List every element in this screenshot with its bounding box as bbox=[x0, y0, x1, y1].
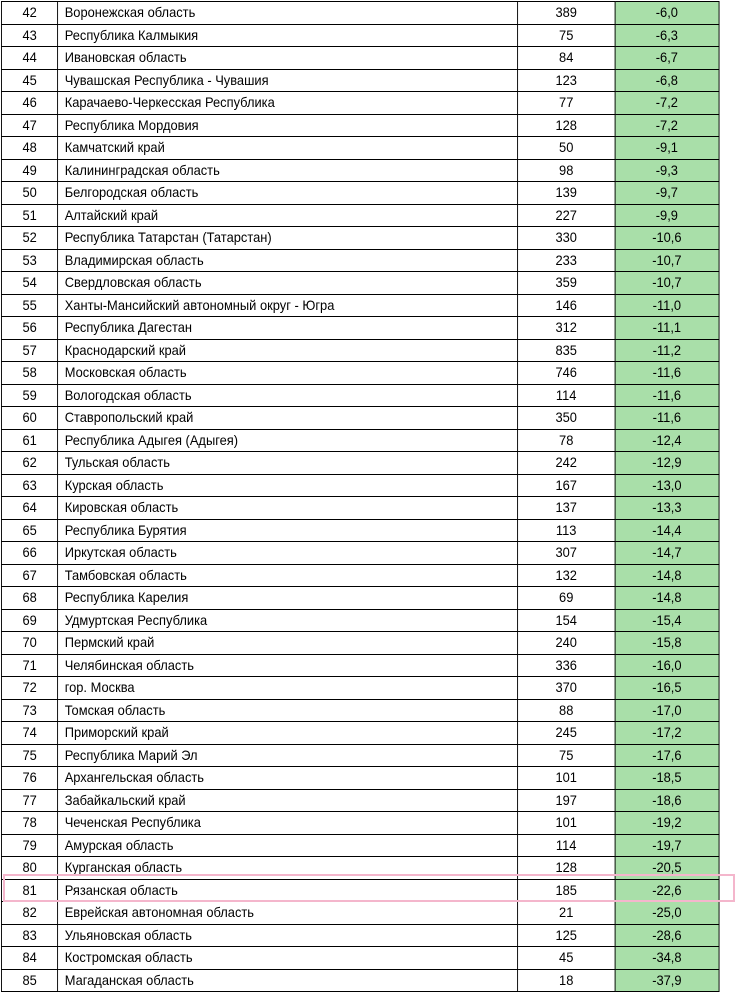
table-row bbox=[1, 182, 719, 205]
value-cell: 137 bbox=[518, 497, 615, 520]
value-cell: 75 bbox=[518, 744, 615, 767]
value-cell: 139 bbox=[518, 182, 615, 205]
value-cell: 88 bbox=[518, 699, 615, 722]
table-row bbox=[1, 609, 719, 632]
region-name-cell: Республика Марий Эл bbox=[58, 744, 518, 767]
value-cell: 185 bbox=[518, 879, 615, 902]
rank-cell: 66 bbox=[1, 542, 57, 565]
region-name-cell: Республика Калмыкия bbox=[58, 24, 518, 47]
percent-change-cell: -11,6 bbox=[615, 362, 719, 385]
rank-cell: 55 bbox=[1, 294, 57, 317]
region-name-cell: Курская область bbox=[58, 474, 518, 497]
table-row bbox=[1, 722, 719, 745]
percent-change-cell: -6,3 bbox=[615, 24, 719, 47]
percent-change-cell: -16,5 bbox=[615, 677, 719, 700]
region-name-cell: Магаданская область bbox=[58, 969, 518, 992]
region-name-cell: Еврейская автономная область bbox=[58, 902, 518, 925]
percent-change-cell: -11,0 bbox=[615, 294, 719, 317]
value-cell: 128 bbox=[518, 114, 615, 137]
table-row bbox=[1, 474, 719, 497]
table-row bbox=[1, 497, 719, 520]
table-row bbox=[1, 587, 719, 610]
table-row bbox=[1, 564, 719, 587]
value-cell: 101 bbox=[518, 767, 615, 790]
percent-change-cell: -6,7 bbox=[615, 47, 719, 70]
rank-cell: 49 bbox=[1, 159, 57, 182]
table-row bbox=[1, 47, 719, 70]
rank-cell: 83 bbox=[1, 924, 57, 947]
percent-change-cell: -25,0 bbox=[615, 902, 719, 925]
percent-change-cell: -16,0 bbox=[615, 654, 719, 677]
value-cell: 835 bbox=[518, 339, 615, 362]
percent-change-cell: -17,0 bbox=[615, 699, 719, 722]
table-row bbox=[1, 114, 719, 137]
rank-cell: 84 bbox=[1, 947, 57, 970]
region-name-cell: Камчатский край bbox=[58, 137, 518, 160]
rank-cell: 72 bbox=[1, 677, 57, 700]
rank-cell: 82 bbox=[1, 902, 57, 925]
value-cell: 78 bbox=[518, 429, 615, 452]
table-row bbox=[1, 947, 719, 970]
rank-cell: 58 bbox=[1, 362, 57, 385]
region-name-cell: Кировская область bbox=[58, 497, 518, 520]
value-cell: 114 bbox=[518, 834, 615, 857]
percent-change-cell: -11,6 bbox=[615, 407, 719, 430]
rank-cell: 61 bbox=[1, 429, 57, 452]
table-row bbox=[1, 294, 719, 317]
value-cell: 245 bbox=[518, 722, 615, 745]
region-name-cell: Приморский край bbox=[58, 722, 518, 745]
rank-cell: 75 bbox=[1, 744, 57, 767]
value-cell: 312 bbox=[518, 317, 615, 340]
region-name-cell: Забайкальский край bbox=[58, 789, 518, 812]
table-row bbox=[1, 384, 719, 407]
value-cell: 123 bbox=[518, 69, 615, 92]
region-name-cell: Республика Карелия bbox=[58, 587, 518, 610]
rank-cell: 81 bbox=[1, 879, 57, 902]
value-cell: 233 bbox=[518, 249, 615, 272]
percent-change-cell: -9,1 bbox=[615, 137, 719, 160]
table-row bbox=[1, 2, 719, 25]
percent-change-cell: -11,6 bbox=[615, 384, 719, 407]
region-name-cell: Владимирская область bbox=[58, 249, 518, 272]
table-row bbox=[1, 407, 719, 430]
table-row bbox=[1, 699, 719, 722]
region-name-cell: Амурская область bbox=[58, 834, 518, 857]
rank-cell: 56 bbox=[1, 317, 57, 340]
percent-change-cell: -20,5 bbox=[615, 857, 719, 880]
region-name-cell: Московская область bbox=[58, 362, 518, 385]
rank-cell: 57 bbox=[1, 339, 57, 362]
value-cell: 307 bbox=[518, 542, 615, 565]
value-cell: 125 bbox=[518, 924, 615, 947]
rank-cell: 59 bbox=[1, 384, 57, 407]
region-name-cell: Удмуртская Республика bbox=[58, 609, 518, 632]
percent-change-cell: -13,0 bbox=[615, 474, 719, 497]
rank-cell: 63 bbox=[1, 474, 57, 497]
value-cell: 77 bbox=[518, 92, 615, 115]
percent-change-cell: -12,4 bbox=[615, 429, 719, 452]
region-name-cell: Ивановская область bbox=[58, 47, 518, 70]
table-row bbox=[1, 519, 719, 542]
rank-cell: 80 bbox=[1, 857, 57, 880]
percent-change-cell: -19,2 bbox=[615, 812, 719, 835]
rank-cell: 51 bbox=[1, 204, 57, 227]
region-name-cell: Чувашская Республика - Чувашия bbox=[58, 69, 518, 92]
value-cell: 101 bbox=[518, 812, 615, 835]
value-cell: 227 bbox=[518, 204, 615, 227]
rank-cell: 85 bbox=[1, 969, 57, 992]
percent-change-cell: -12,9 bbox=[615, 452, 719, 475]
region-name-cell: Курганская область bbox=[58, 857, 518, 880]
percent-change-cell: -17,6 bbox=[615, 744, 719, 767]
table-row bbox=[1, 812, 719, 835]
rank-cell: 62 bbox=[1, 452, 57, 475]
value-cell: 167 bbox=[518, 474, 615, 497]
value-cell: 197 bbox=[518, 789, 615, 812]
rank-cell: 70 bbox=[1, 632, 57, 655]
percent-change-cell: -10,7 bbox=[615, 249, 719, 272]
region-name-cell: Чеченская Республика bbox=[58, 812, 518, 835]
value-cell: 389 bbox=[518, 2, 615, 25]
region-name-cell: Ульяновская область bbox=[58, 924, 518, 947]
table-row bbox=[1, 632, 719, 655]
region-name-cell: Республика Бурятия bbox=[58, 519, 518, 542]
region-name-cell: Республика Дагестан bbox=[58, 317, 518, 340]
value-cell: 113 bbox=[518, 519, 615, 542]
percent-change-cell: -37,9 bbox=[615, 969, 719, 992]
region-name-cell: Ханты-Мансийский автономный округ - Югра bbox=[58, 294, 518, 317]
value-cell: 242 bbox=[518, 452, 615, 475]
rank-cell: 71 bbox=[1, 654, 57, 677]
table-row bbox=[1, 159, 719, 182]
percent-change-cell: -9,3 bbox=[615, 159, 719, 182]
rank-cell: 73 bbox=[1, 699, 57, 722]
rank-cell: 60 bbox=[1, 407, 57, 430]
percent-change-cell: -11,1 bbox=[615, 317, 719, 340]
percent-change-cell: -17,2 bbox=[615, 722, 719, 745]
percent-change-cell: -13,3 bbox=[615, 497, 719, 520]
value-cell: 18 bbox=[518, 969, 615, 992]
table-row bbox=[1, 137, 719, 160]
region-name-cell: Пермский край bbox=[58, 632, 518, 655]
table-row bbox=[1, 879, 719, 902]
rank-cell: 78 bbox=[1, 812, 57, 835]
value-cell: 45 bbox=[518, 947, 615, 970]
rank-cell: 74 bbox=[1, 722, 57, 745]
percent-change-cell: -18,5 bbox=[615, 767, 719, 790]
percent-change-cell: -15,8 bbox=[615, 632, 719, 655]
percent-change-cell: -15,4 bbox=[615, 609, 719, 632]
value-cell: 154 bbox=[518, 609, 615, 632]
table-row bbox=[1, 204, 719, 227]
value-cell: 98 bbox=[518, 159, 615, 182]
table-row bbox=[1, 339, 719, 362]
region-name-cell: Калининградская область bbox=[58, 159, 518, 182]
percent-change-cell: -7,2 bbox=[615, 92, 719, 115]
table-row bbox=[1, 92, 719, 115]
region-name-cell: гор. Москва bbox=[58, 677, 518, 700]
region-name-cell: Республика Адыгея (Адыгея) bbox=[58, 429, 518, 452]
table-row bbox=[1, 227, 719, 250]
region-name-cell: Вологодская область bbox=[58, 384, 518, 407]
table-row bbox=[1, 969, 719, 992]
percent-change-cell: -22,6 bbox=[615, 879, 719, 902]
value-cell: 50 bbox=[518, 137, 615, 160]
value-cell: 240 bbox=[518, 632, 615, 655]
value-cell: 746 bbox=[518, 362, 615, 385]
regions-table bbox=[1, 1, 720, 992]
percent-change-cell: -34,8 bbox=[615, 947, 719, 970]
table-row bbox=[1, 69, 719, 92]
rank-cell: 64 bbox=[1, 497, 57, 520]
table-row bbox=[1, 744, 719, 767]
region-name-cell: Свердловская область bbox=[58, 272, 518, 295]
table-row bbox=[1, 249, 719, 272]
percent-change-cell: -14,4 bbox=[615, 519, 719, 542]
table-row bbox=[1, 654, 719, 677]
value-cell: 146 bbox=[518, 294, 615, 317]
region-name-cell: Тамбовская область bbox=[58, 564, 518, 587]
percent-change-cell: -7,2 bbox=[615, 114, 719, 137]
region-name-cell: Карачаево-Черкесская Республика bbox=[58, 92, 518, 115]
region-name-cell: Костромская область bbox=[58, 947, 518, 970]
rank-cell: 45 bbox=[1, 69, 57, 92]
rank-cell: 54 bbox=[1, 272, 57, 295]
rank-cell: 79 bbox=[1, 834, 57, 857]
value-cell: 336 bbox=[518, 654, 615, 677]
region-name-cell: Челябинская область bbox=[58, 654, 518, 677]
rank-cell: 53 bbox=[1, 249, 57, 272]
percent-change-cell: -19,7 bbox=[615, 834, 719, 857]
percent-change-cell: -14,7 bbox=[615, 542, 719, 565]
region-name-cell: Алтайский край bbox=[58, 204, 518, 227]
percent-change-cell: -10,7 bbox=[615, 272, 719, 295]
region-name-cell: Иркутская область bbox=[58, 542, 518, 565]
rank-cell: 52 bbox=[1, 227, 57, 250]
table-row bbox=[1, 789, 719, 812]
rank-cell: 44 bbox=[1, 47, 57, 70]
table-row bbox=[1, 677, 719, 700]
table-row bbox=[1, 317, 719, 340]
table-row bbox=[1, 542, 719, 565]
region-name-cell: Рязанская область bbox=[58, 879, 518, 902]
table-row bbox=[1, 924, 719, 947]
rank-cell: 46 bbox=[1, 92, 57, 115]
rank-cell: 69 bbox=[1, 609, 57, 632]
table-row bbox=[1, 767, 719, 790]
region-name-cell: Томская область bbox=[58, 699, 518, 722]
region-name-cell: Воронежская область bbox=[58, 2, 518, 25]
value-cell: 350 bbox=[518, 407, 615, 430]
percent-change-cell: -28,6 bbox=[615, 924, 719, 947]
percent-change-cell: -6,8 bbox=[615, 69, 719, 92]
table-row bbox=[1, 24, 719, 47]
region-name-cell: Краснодарский край bbox=[58, 339, 518, 362]
rank-cell: 67 bbox=[1, 564, 57, 587]
rank-cell: 50 bbox=[1, 182, 57, 205]
region-name-cell: Республика Татарстан (Татарстан) bbox=[58, 227, 518, 250]
rank-cell: 47 bbox=[1, 114, 57, 137]
percent-change-cell: -10,6 bbox=[615, 227, 719, 250]
percent-change-cell: -9,7 bbox=[615, 182, 719, 205]
rank-cell: 77 bbox=[1, 789, 57, 812]
percent-change-cell: -9,9 bbox=[615, 204, 719, 227]
percent-change-cell: -18,6 bbox=[615, 789, 719, 812]
region-name-cell: Архангельская область bbox=[58, 767, 518, 790]
table-row bbox=[1, 902, 719, 925]
table-row bbox=[1, 452, 719, 475]
value-cell: 21 bbox=[518, 902, 615, 925]
table-row bbox=[1, 272, 719, 295]
region-name-cell: Белгородская область bbox=[58, 182, 518, 205]
percent-change-cell: -11,2 bbox=[615, 339, 719, 362]
table-row bbox=[1, 362, 719, 385]
value-cell: 128 bbox=[518, 857, 615, 880]
value-cell: 69 bbox=[518, 587, 615, 610]
rank-cell: 42 bbox=[1, 2, 57, 25]
value-cell: 114 bbox=[518, 384, 615, 407]
rank-cell: 65 bbox=[1, 519, 57, 542]
percent-change-cell: -14,8 bbox=[615, 564, 719, 587]
percent-change-cell: -14,8 bbox=[615, 587, 719, 610]
rank-cell: 76 bbox=[1, 767, 57, 790]
value-cell: 359 bbox=[518, 272, 615, 295]
table-row bbox=[1, 834, 719, 857]
table-row bbox=[1, 857, 719, 880]
table-row bbox=[1, 429, 719, 452]
value-cell: 330 bbox=[518, 227, 615, 250]
region-name-cell: Республика Мордовия bbox=[58, 114, 518, 137]
rank-cell: 48 bbox=[1, 137, 57, 160]
region-name-cell: Тульская область bbox=[58, 452, 518, 475]
value-cell: 370 bbox=[518, 677, 615, 700]
regions-table-body bbox=[1, 2, 719, 992]
percent-change-cell: -6,0 bbox=[615, 2, 719, 25]
rank-cell: 68 bbox=[1, 587, 57, 610]
region-name-cell: Ставропольский край bbox=[58, 407, 518, 430]
value-cell: 75 bbox=[518, 24, 615, 47]
rank-cell: 43 bbox=[1, 24, 57, 47]
value-cell: 132 bbox=[518, 564, 615, 587]
value-cell: 84 bbox=[518, 47, 615, 70]
